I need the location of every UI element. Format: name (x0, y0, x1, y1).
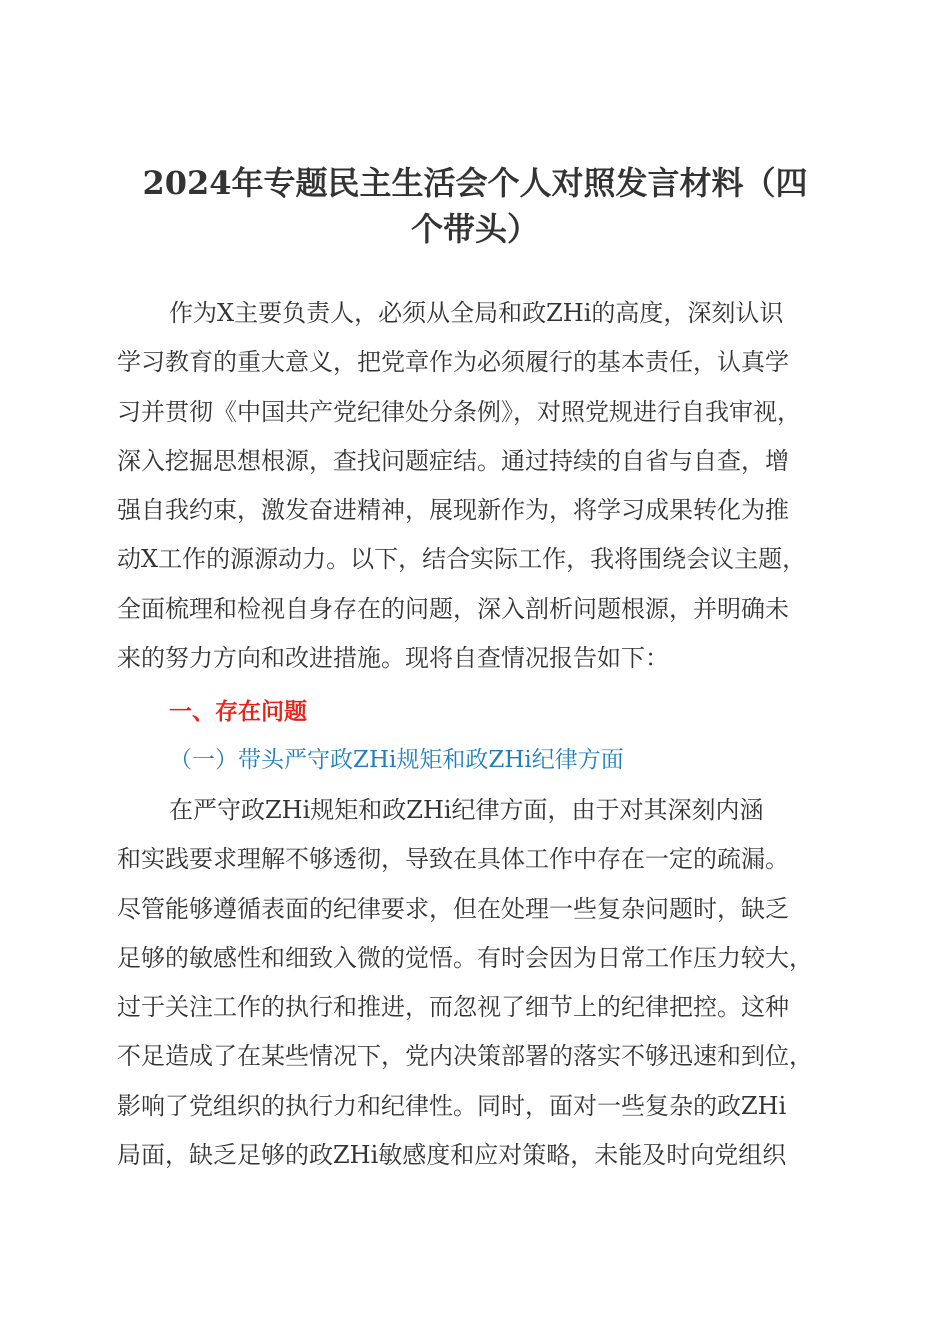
title-line: 2024年专题民主生活会个人对照发言材料（四 (142, 164, 808, 202)
title-line: 个带头） (410, 210, 539, 248)
paragraph-line: 影响了党组织的执行力和纪律性。同时，面对一些复杂的政ZHi (117, 1091, 787, 1120)
intro-paragraph (117, 289, 827, 683)
section-heading: 一、存在问题 (169, 699, 307, 725)
paragraph-line: 和实践要求理解不够透彻，导致在具体工作中存在一定的疏漏。 (117, 845, 789, 874)
paragraph-line: 全面梳理和检视自身存在的问题，深入剖析问题根源，并明确未 (117, 594, 789, 623)
paragraph-line: 动X工作的源源动力。以下，结合实际工作，我将围绕会议主题， (117, 545, 807, 574)
paragraph-line: 不足造成了在某些情况下，党内决策部署的落实不够迅速和到位， (117, 1042, 813, 1071)
paragraph-line: 尽管能够遵循表面的纪律要求，但在处理一些复杂问题时，缺乏 (117, 894, 789, 923)
paragraph-line: 深入挖掘思想根源，查找问题症结。通过持续的自省与自查，增 (117, 446, 789, 475)
paragraph-line: 学习教育的重大意义，把党章作为必须履行的基本责任，认真学 (117, 348, 789, 377)
body-paragraph (117, 786, 827, 1180)
paragraph-line: 过于关注工作的执行和推进，而忽视了细节上的纪律把控。这种 (117, 993, 789, 1022)
paragraph-line: 习并贯彻《中国共产党纪律处分条例》，对照党规进行自我审视， (117, 397, 801, 426)
paragraph-line: 来的努力方向和改进措施。现将自查情况报告如下： (117, 644, 669, 673)
paragraph-line: 在严守政ZHi规矩和政ZHi纪律方面，由于对其深刻内涵 (169, 796, 764, 824)
paragraph-line: 作为X主要负责人，必须从全局和政ZHi的高度，深刻认识 (169, 299, 784, 327)
paragraph-line: 足够的敏感性和细致入微的觉悟。有时会因为日常工作压力较大， (117, 943, 813, 972)
document-title (110, 160, 840, 252)
paragraph-line: 局面，缺乏足够的政ZHi敏感度和应对策略，未能及时向党组织 (117, 1141, 787, 1170)
paragraph-line: 强自我约束，激发奋进精神，展现新作为，将学习成果转化为推 (117, 496, 789, 525)
subsection-heading: （一）带头严守政ZHi规矩和政ZHi纪律方面 (169, 747, 624, 773)
